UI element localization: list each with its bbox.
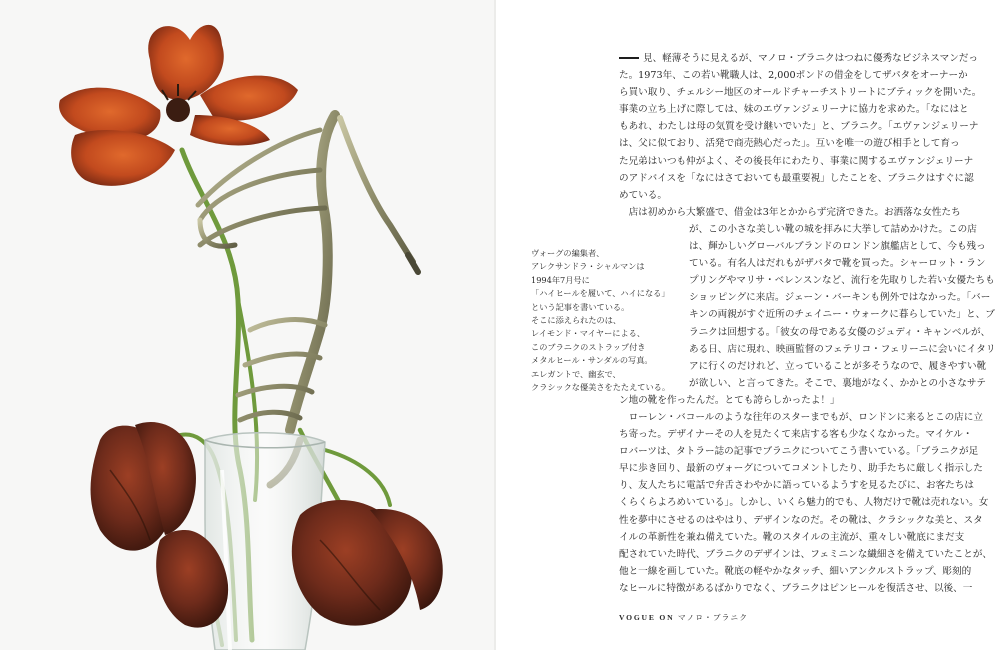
caption-line: メタルヒール・サンダルの写真。 — [531, 355, 653, 366]
article-line: 見、軽薄そうに見えるが、マノロ・ブラニクはつねに優秀なビジネスマンだっ — [619, 50, 955, 67]
article-line: 事業の立ち上げに際しては、妹のエヴァンジェリーナに協力を求めた。「なにはと — [619, 104, 969, 116]
caption-line: ヴォーグの編集者、 — [531, 248, 605, 258]
article-line: くらくらよろめいている」。しかし、いくら魅力的でも、人物だけで靴は売れない。女 — [619, 497, 989, 509]
opening-dash — [619, 57, 639, 59]
photo-illustration — [0, 0, 495, 650]
article-line: プリングやマリサ・ベレンスンなど、流行を先取りした若い女優たちも — [689, 275, 995, 287]
footer-title: マノロ・ブラニク — [678, 613, 749, 622]
article-line: なヒールに特徴があるばかりでなく、ブラニクはピンヒールを復活させ、以後、一 — [619, 582, 973, 594]
article-line: 他と一線を画していた。靴底の軽やかなタッチ、細いアンクルストラップ、彫刻的 — [619, 565, 972, 577]
caption-line: エレガントで、幽玄で、 — [531, 368, 621, 379]
caption-line: そこに添えられたのは、 — [531, 315, 622, 326]
photo-shoe-and-tulips — [0, 0, 495, 650]
footer-brand: VOGUE ON — [619, 613, 675, 622]
article-line: キンの両親がすぐ近所のチェイニー・ウォークに暮らしていた」と、ブ — [689, 309, 995, 321]
article-line: は、父に似ており、活発で商売熱心だった」。互いを唯一の遊び相手として育っ — [619, 138, 960, 150]
article-line: り、友人たちに電話で弁舌さわやかに語っているようすを見るたびに、お客たちは — [619, 480, 974, 492]
caption-line: 1994年7月号に — [531, 274, 590, 285]
article-line: のアドバイスを「なにはさておいても最重要視」したことを、ブラニクはすぐに認 — [619, 172, 974, 184]
article-line: ち寄った。デザイナーその人を見たくて来店する客も少なくなかった。マイケル・ — [619, 429, 973, 441]
article-line: ラニクは回想する。「彼女の母である女優のジュディ・キャンベルが、 — [689, 326, 991, 338]
blooming-tulip — [59, 25, 298, 186]
article-line: た兄弟はいつも仲がよく、その後長年にわたり、事業に関するエヴァンジェリーナ — [619, 155, 974, 167]
article-line: アに行くのだけれど、立っていることが多そうなので、履きやすい靴 — [689, 360, 987, 372]
article-line: ローレン・バコールのような往年のスターまでもが、ロンドンに来るとこの店に立 — [628, 411, 983, 423]
article-line: イルの革新性を兼ね備えていた。靴のスタイルの主流が、重々しい靴底にまだ支 — [619, 531, 965, 543]
article-body — [619, 50, 995, 597]
caption-line: 「ハイヒールを履いて、ハイになる」 — [531, 288, 670, 299]
article-line: ショッピングに来店。ジェーン・バーキンも例外ではなかった。「バー — [689, 292, 991, 304]
caption-line: クラシックな優美さをたたえている。 — [531, 382, 671, 393]
caption-line: アレクサンドラ・シャルマンは — [531, 261, 645, 272]
article-line: ている。有名人はだれもがザパタで靴を買った。シャーロット・ラン — [689, 258, 986, 270]
article-line: もあれ、わたしは母の気質を受け継いでいた」と、ブラニク。「エヴァンジェリーナ — [619, 121, 979, 133]
article-line: ロバーツは、タトラー誌の記事でブラニクについてこう書いている。「ブラニクが足 — [619, 446, 979, 458]
article-line: 配されていた時代、ブラニクのデザインは、フェミニンな繊細さを備えていたことが、 — [619, 548, 993, 560]
article-line: 性を夢中にさせるのはやはり、デザインなのだ。その靴は、クラシックな美と、スタ — [619, 514, 983, 526]
article-line: めている。 — [619, 189, 667, 201]
strappy-sandal — [198, 115, 418, 485]
caption-line: レイモンド・マイヤーによる、 — [531, 328, 646, 339]
article-line: が欲しい、と言ってきた。そこで、裏地がなく、かかとの小さなサテ — [689, 377, 987, 389]
article-line: 店は初めから大繁盛で、借金は3年とかからず完済できた。お洒落な女性たち — [628, 206, 961, 218]
caption-line: このブラニクのストラップ付き — [531, 341, 646, 352]
page-gutter — [494, 0, 496, 650]
article-line: ある日、店に現れ、映画監督のフェテリコ・フェリーニに会いにイタリ — [689, 343, 995, 355]
article-line: た。1973年、この若い靴職人は、2,000ポンドの借金をしてザパタをオーナーか — [619, 70, 968, 82]
article-line: ら買い取り、チェルシー地区のオールドチャーチストリートにブティックを開いた。 — [619, 87, 982, 99]
article-line: 早に歩き回り、最新のヴォーグについてコメントしたり、助手たちに厳しく指示した — [619, 463, 983, 475]
article-line: ン地の靴を作ったんだ。とても誇らしかったよ！」 — [619, 394, 840, 406]
caption-line: という記事を書いている。 — [531, 301, 630, 312]
page-footer — [619, 612, 748, 623]
article-line: は、輝かしいグローバルブランドのロンドン旗艦店として、今も残っ — [689, 241, 986, 253]
article-line: が、この小さな美しい靴の城を拝みに大挙して詰めかけた。この店 — [689, 223, 977, 235]
